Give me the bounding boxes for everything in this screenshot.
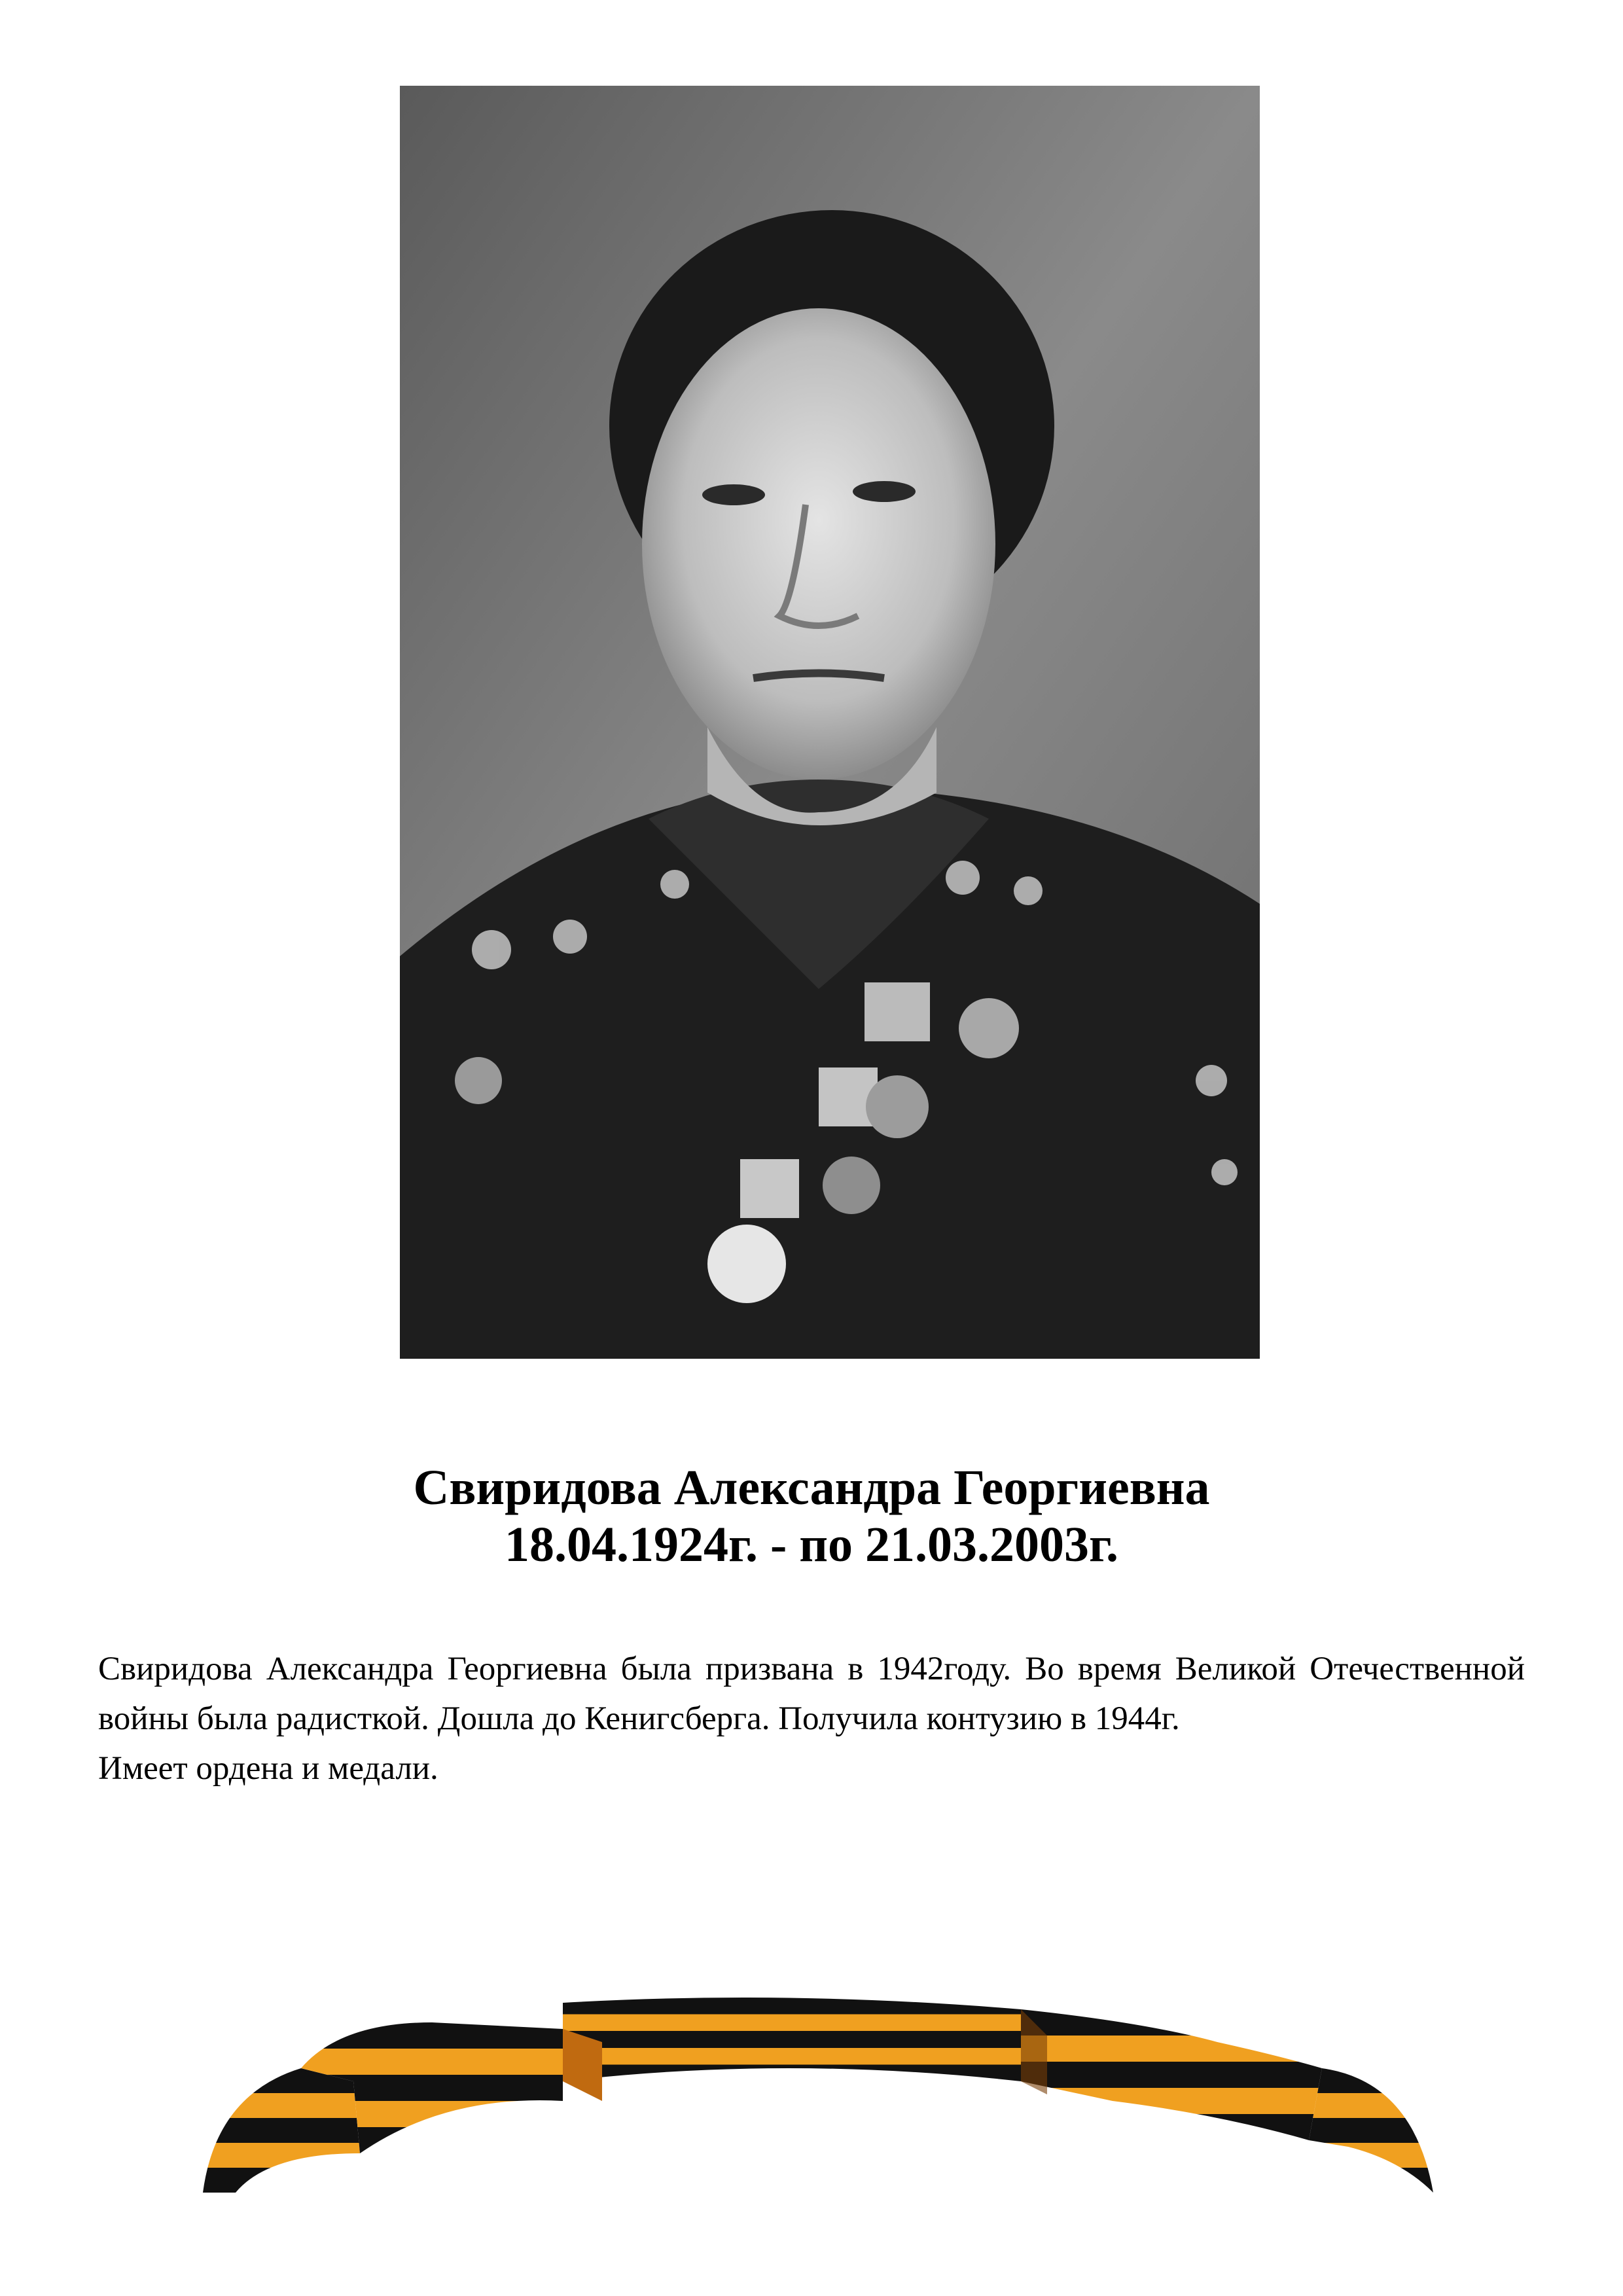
life-dates: 18.04.1924г. - по 21.03.2003г.: [505, 1517, 1118, 1572]
st-george-ribbon-icon: [196, 1983, 1440, 2199]
portrait-photo-icon: [400, 86, 1260, 1359]
portrait-photo: [400, 86, 1260, 1359]
biography-paragraph: Свиридова Александра Георгиевна была призвана в 1942году. Во время Великой Отечественной войны была радисткой. Дошла до Кенигсберга. Получила контузию в 1944г.: [98, 1651, 1525, 1737]
biography: [98, 1644, 1525, 1793]
person-name: Свиридова Александра Георгиевна: [413, 1460, 1210, 1515]
awards-line: Имеет ордена и медали.: [98, 1750, 438, 1787]
st-george-ribbon: [196, 1983, 1440, 2199]
